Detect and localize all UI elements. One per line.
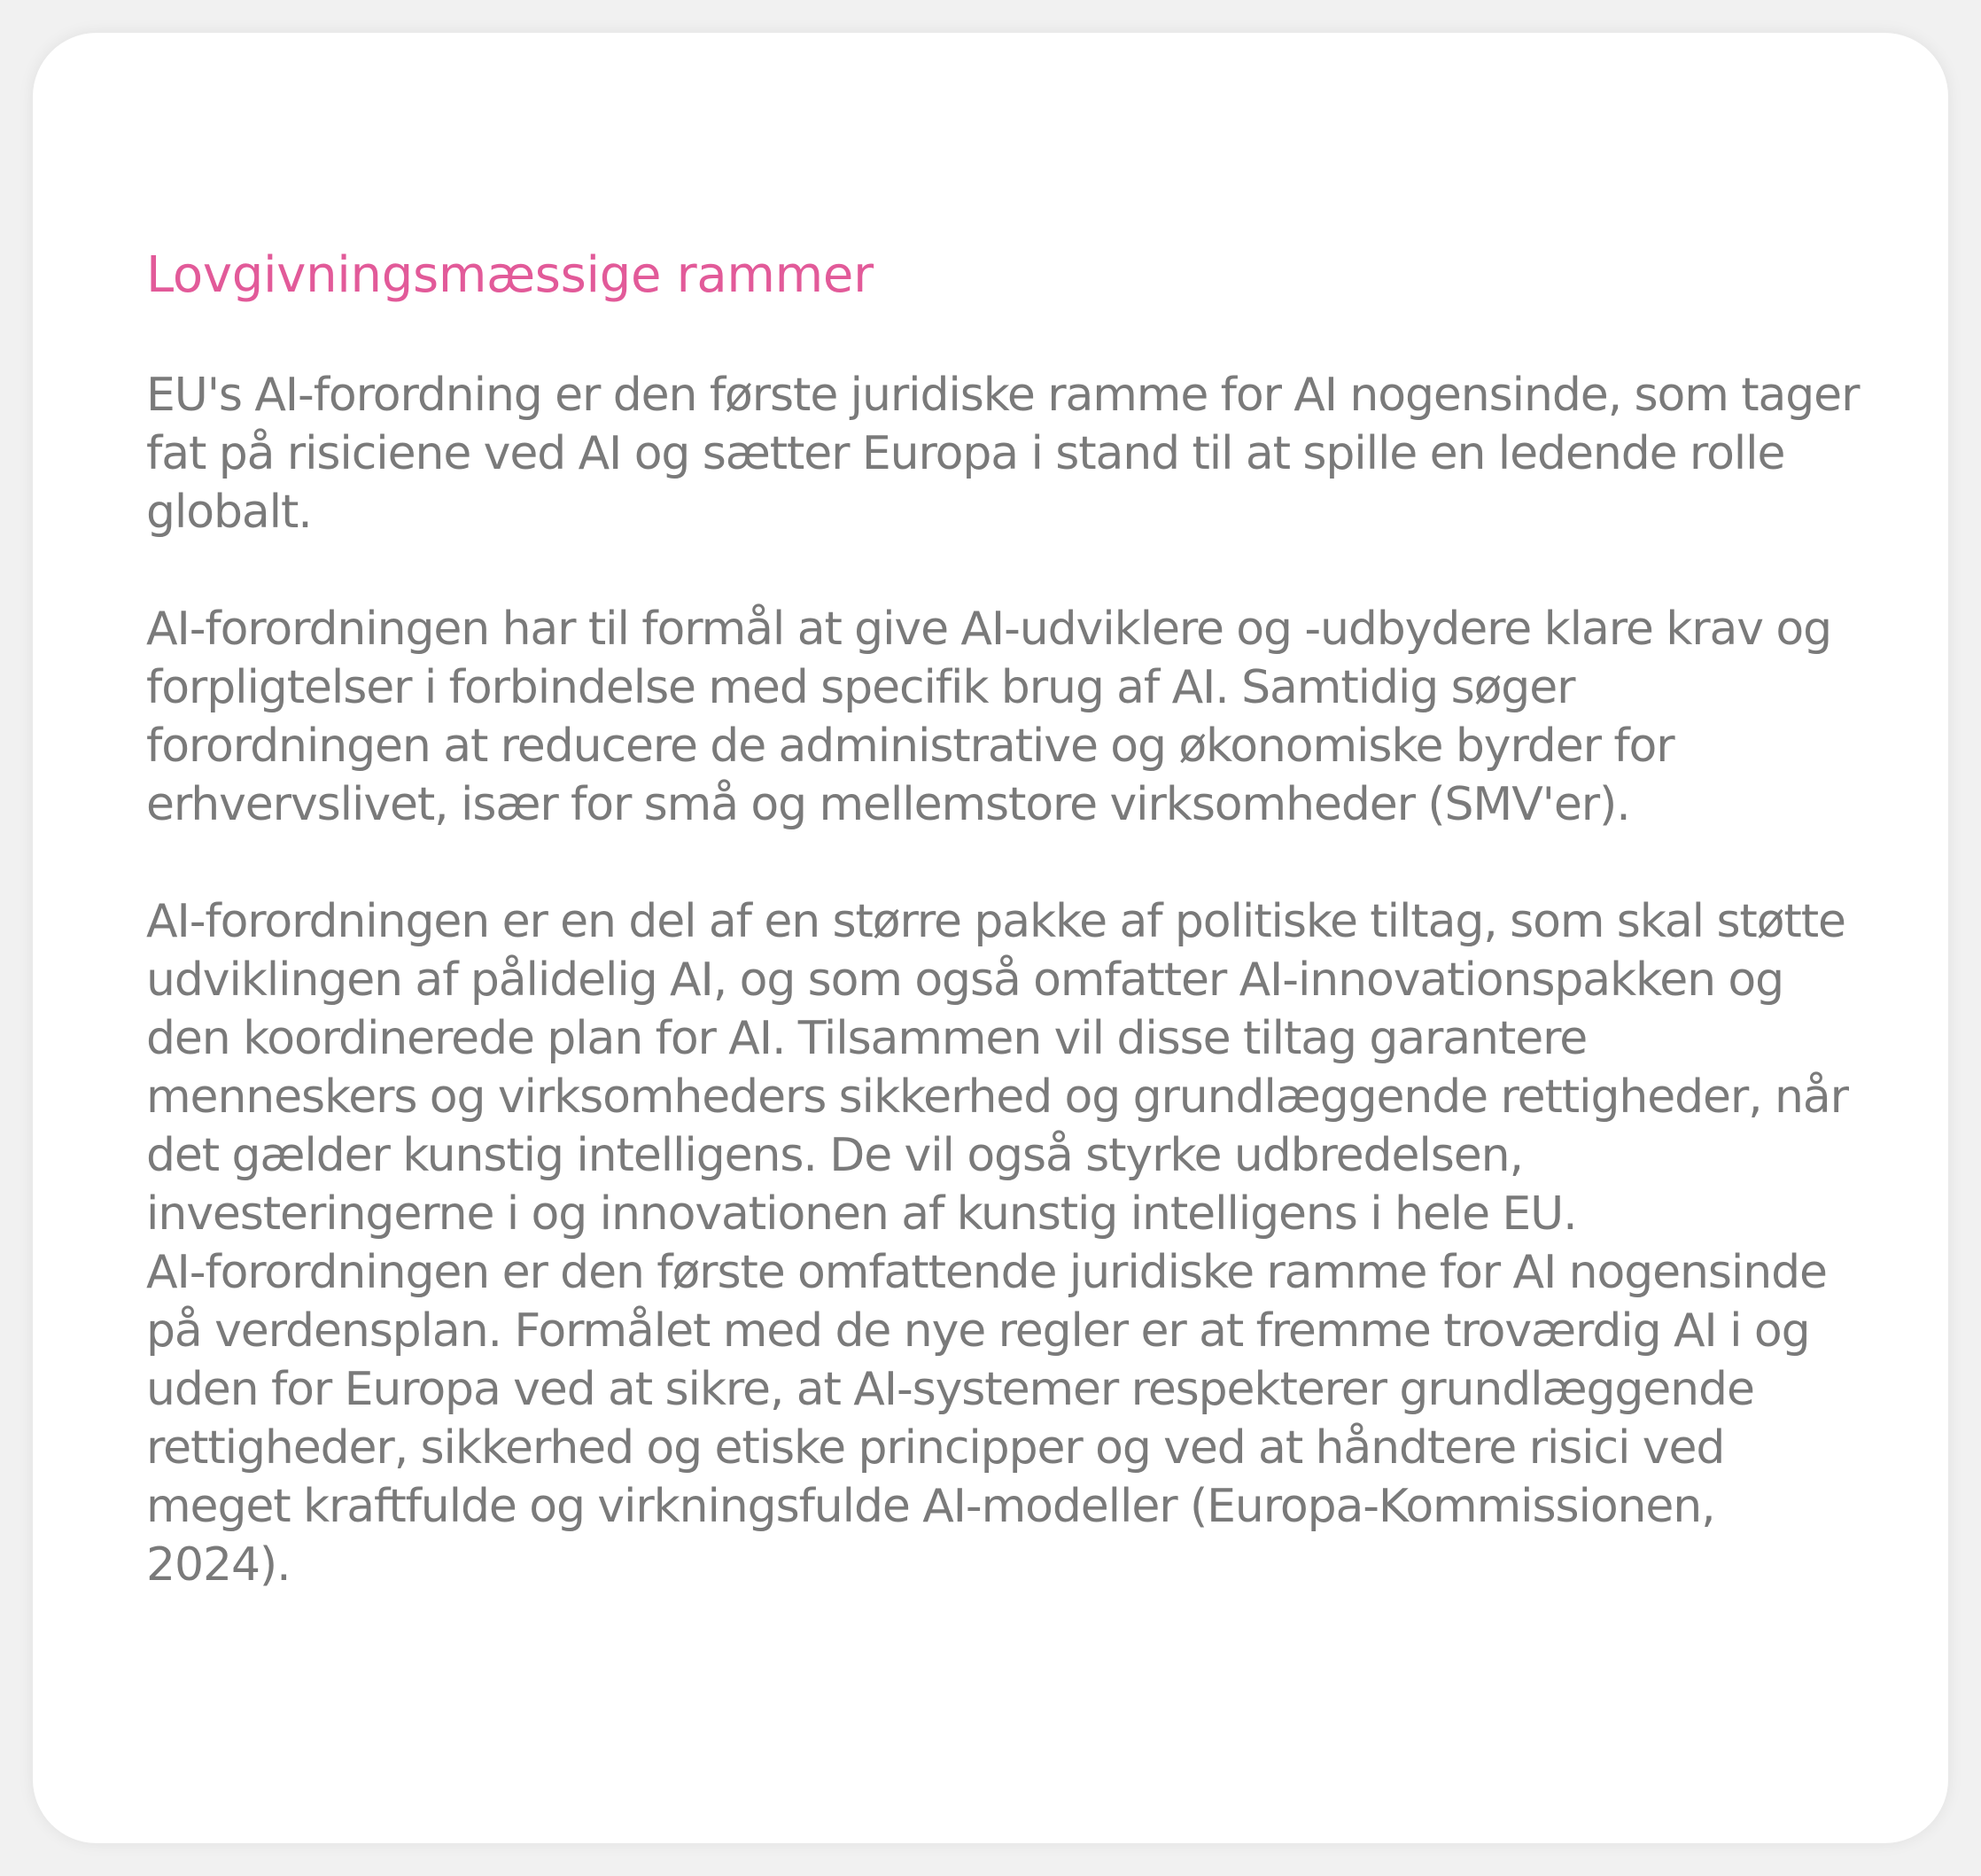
- paragraph-spacer: [146, 834, 1860, 892]
- paragraph-policy-package: AI-forordningen er en del af en større pakke af politiske tiltag, som skal støtte udviklingen af pålidelig AI, og som også omfatter AI-innovationspakken og den koordinerede plan for AI. Tilsammen vil disse tiltag garantere menneskers og virksomheders sikkerhed og grundlæggende rettigheder, når det gælder kunstig intelligens. De vil også styrke udbredelsen, investeringerne i og innovationen af kunstig intelligens i hele EU.: [146, 895, 1848, 1241]
- content-card: [33, 33, 1948, 1843]
- paragraph-intro: EU's AI-forordning er den første juridiske ramme for AI nogensinde, som tager fat på risiciene ved AI og sætter Europa i stand til at spille en ledende rolle globalt.: [146, 369, 1860, 539]
- paragraph-spacer: [146, 541, 1860, 600]
- section-heading: Lovgivningsmæssige rammer: [146, 246, 874, 304]
- paragraph-legal-framework: AI-forordningen er den første omfattende juridiske ramme for AI nogensinde på verdensplan. Formålet med de nye regler er at fremme troværdig AI i og uden for Europa ved at sikre, at AI-systemer respekterer grundlæggende rettigheder, sikkerhed og etiske principper og ved at håndtere risici ved meget kraftfulde og virkningsfulde AI-modeller (Europa-Kommissionen, 2024).: [146, 1246, 1827, 1592]
- paragraph-purpose: AI-forordningen har til formål at give AI-udviklere og -udbydere klare krav og forpligtelser i forbindelse med specifik brug af AI. Samtidig søger forordningen at reducere de administrative og økonomiske byrder for erhvervslivet, især for små og mellemstore virksomheder (SMV'er).: [146, 603, 1831, 831]
